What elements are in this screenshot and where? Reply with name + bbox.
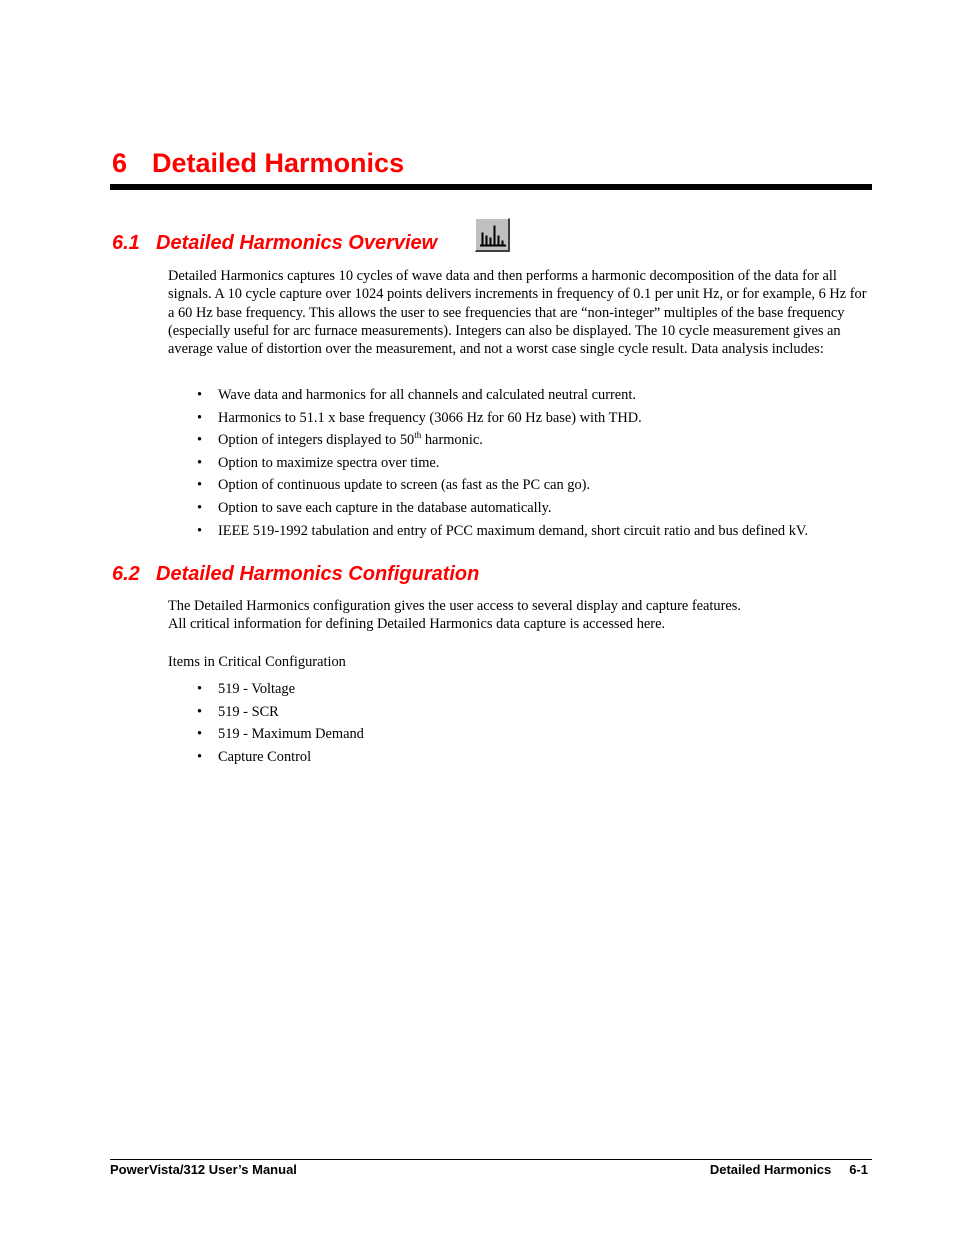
section-2-paragraph xyxy=(168,597,868,634)
section-1-number: 6.1 xyxy=(112,232,140,254)
list-item: • Option to maximize spectra over time. xyxy=(168,454,808,477)
section-1-title xyxy=(112,232,437,255)
footer-rule xyxy=(110,1159,872,1160)
list-item: • IEEE 519-1992 tabulation and entry of PCC maximum demand, short circuit ratio and bus defined kV. xyxy=(168,522,808,545)
chapter-rule xyxy=(110,184,872,190)
section-1-bullet-list xyxy=(168,386,808,544)
section-1-paragraph: Detailed Harmonics captures 10 cycles of wave data and then performs a harmonic decomposition of the data for all signals. A 10 cycle capture over 1024 points delivers increments in frequency of 0.1 per unit Hz, or for example, 6 Hz for a 60 Hz base frequency. This allows the user to see frequencies that are “non-integer” multiples of the base frequency (especially useful for arc furnace measurements). Integers can also be displayed. The 10 cycle measurement gives an average value of distortion over the measurement, and not a worst case single cycle result. Data analysis includes: xyxy=(168,268,867,358)
harmonics-spectrum-icon xyxy=(475,218,510,252)
list-item: • Capture Control xyxy=(168,748,364,771)
section-2-paragraph-line-1: The Detailed Harmonics configuration gives the user access to several display and capture features. xyxy=(168,598,742,614)
section-2-paragraph-line-2: All critical information for defining Detailed Harmonics data capture is accessed here. xyxy=(168,616,666,633)
footer-manual-title: PowerVista/312 User’s Manual xyxy=(110,1162,297,1177)
section-2-number: 6.2 xyxy=(112,563,140,585)
list-item: • 519 - SCR xyxy=(168,703,364,726)
list-item: • Harmonics to 51.1 x base frequency (3066 Hz for 60 Hz base) with THD. xyxy=(168,409,808,432)
section-2-title xyxy=(112,563,479,586)
section-1-title-text: Detailed Harmonics Overview xyxy=(156,232,438,254)
list-item: • Option to save each capture in the database automatically. xyxy=(168,499,808,522)
items-label: Items in Critical Configuration xyxy=(168,654,346,670)
page-number: 6-1 xyxy=(849,1162,868,1177)
list-item: • 519 - Voltage xyxy=(168,680,364,703)
footer-chapter: Detailed Harmonics xyxy=(709,1162,832,1177)
section-2-title-text: Detailed Harmonics Configuration xyxy=(156,563,480,585)
list-item: • Wave data and harmonics for all channels and calculated neutral current. xyxy=(168,386,808,409)
section-2-bullet-list xyxy=(168,680,364,770)
list-item: • Option of integers displayed to 50th harmonic. xyxy=(168,431,808,454)
footer-right xyxy=(710,1162,868,1177)
chapter-title xyxy=(112,148,404,179)
chapter-title-text: Detailed Harmonics xyxy=(152,148,405,178)
list-item: • 519 - Maximum Demand xyxy=(168,725,364,748)
chapter-number: 6 xyxy=(112,148,128,178)
list-item: • Option of continuous update to screen (as fast as the PC can go). xyxy=(168,476,808,499)
